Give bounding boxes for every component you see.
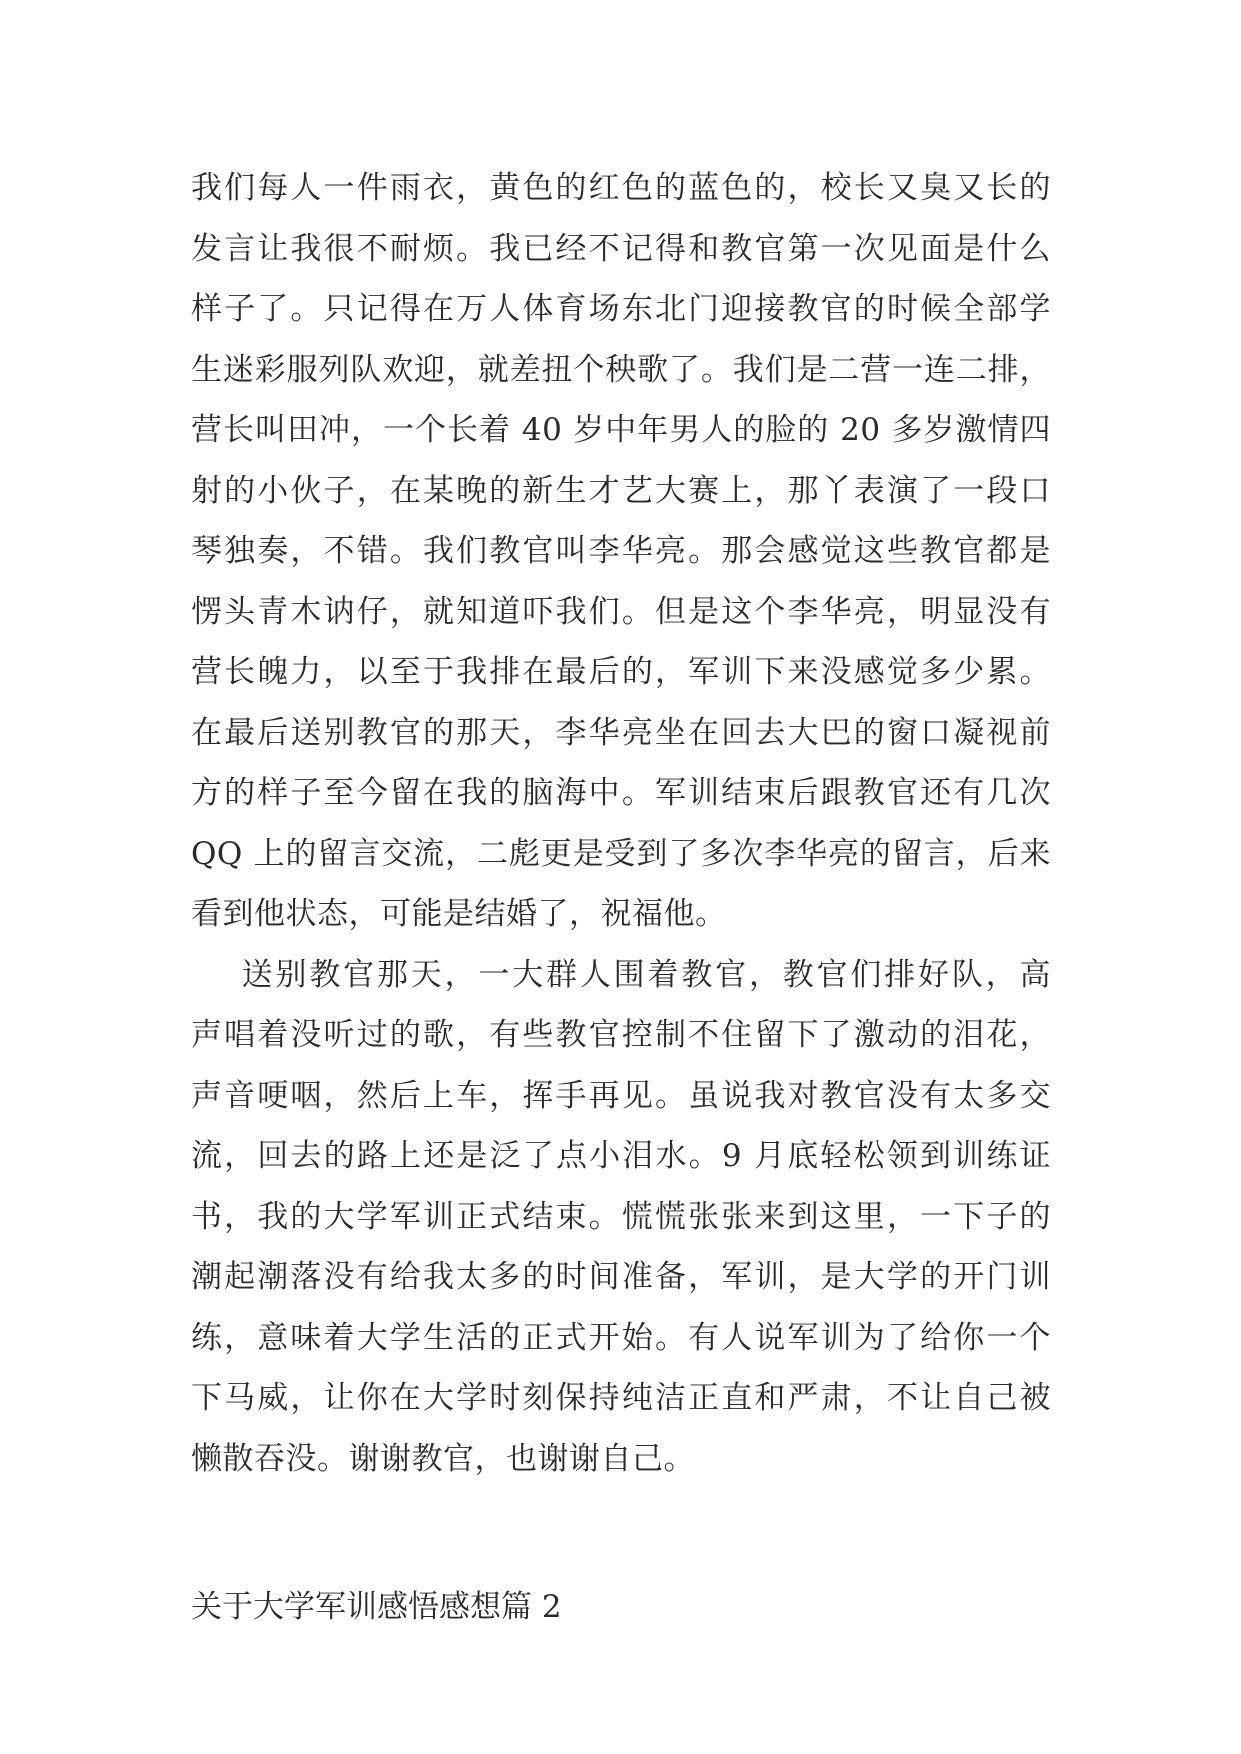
text-line: 在最后送别教官的那天，李华亮坐在回去大巴的窗口凝视前 xyxy=(191,714,1051,751)
text-line: 流，回去的路上还是泛了点小泪水。9 月底轻松领到训练证 xyxy=(191,1138,1051,1174)
text-line: QQ 上的留言交流，二彪更是受到了多次李华亮的留言，后来 xyxy=(191,835,1051,872)
text-line: 射的小伙子，在某晚的新生才艺大赛上，那丫表演了一段口 xyxy=(191,472,1051,509)
text-line: 营长叫田冲，一个长着 40 岁中年男人的脸的 20 多岁激情四 xyxy=(191,412,1051,448)
text-line: 书，我的大学军训正式结束。慌慌张张来到这里，一下子的 xyxy=(191,1198,1051,1235)
document-body xyxy=(191,158,1051,1637)
text-line: 发言让我很不耐烦。我已经不记得和教官第一次见面是什么 xyxy=(191,230,1051,267)
text-line: 懒散吞没。谢谢教官，也谢谢自己。 xyxy=(191,1440,695,1477)
section-heading: 关于大学军训感悟感想篇 2 xyxy=(191,1589,562,1625)
text-line: 送别教官那天，一大群人围着教官，教官们排好队，高 xyxy=(191,956,1051,993)
text-line: 方的样子至今留在我的脑海中。军训结束后跟教官还有几次 xyxy=(191,775,1051,811)
text-line: 下马威，让你在大学时刻保持纯洁正直和严肃，不让自己被 xyxy=(191,1380,1051,1416)
text-line: 样子了。只记得在万人体育场东北门迎接教官的时候全部学 xyxy=(191,291,1051,327)
text-line: 愣头青木讷仔，就知道吓我们。但是这个李华亮，明显没有 xyxy=(191,593,1051,630)
text-line: 我们每人一件雨衣，黄色的红色的蓝色的，校长又臭又长的 xyxy=(191,170,1051,206)
text-line: 潮起潮落没有给我太多的时间准备，军训，是大学的开门训 xyxy=(191,1259,1051,1295)
text-line: 琴独奏，不错。我们教官叫李华亮。那会感觉这些教官都是 xyxy=(191,533,1051,569)
paragraph-1 xyxy=(191,158,1051,945)
text-line: 看到他状态，可能是结婚了，祝福他。 xyxy=(191,896,727,932)
text-line: 声唱着没听过的歌，有些教官控制不住留下了激动的泪花， xyxy=(191,1017,1051,1053)
text-line: 声音哽咽，然后上车，挥手再见。虽说我对教官没有太多交 xyxy=(191,1077,1051,1114)
text-line: 练，意味着大学生活的正式开始。有人说军训为了给你一个 xyxy=(191,1319,1051,1356)
text-line: 生迷彩服列队欢迎，就差扭个秧歌了。我们是二营一连二排， xyxy=(191,351,1051,388)
text-line: 营长魄力，以至于我排在最后的，军训下来没感觉多少累。 xyxy=(191,654,1051,690)
section-spacer xyxy=(191,1489,1051,1577)
paragraph-2 xyxy=(191,945,1051,1490)
